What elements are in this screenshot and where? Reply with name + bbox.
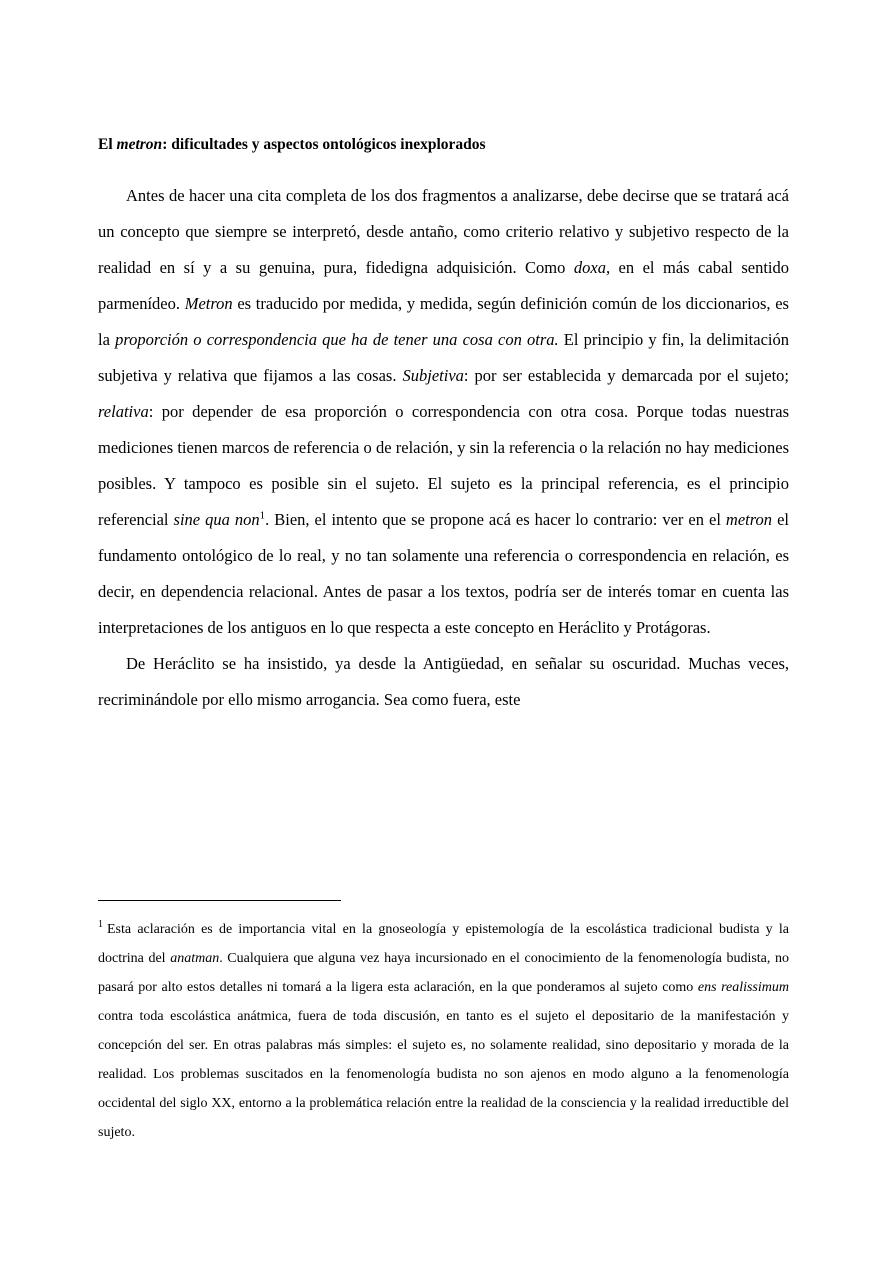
text-run: contra toda escolástica anátmica, fuera de toda discusión, en tanto es el sujeto el depositario de la manifestación y concepción del ser. En otras palabras más simples: el sujeto es, no solamente realidad, sino depositario y morada de la realidad. Los problemas suscitados en la fenomenología budista no son ajenos en modo alguno a la fenomenología occidental del siglo XX, entorno a la problemática relación entre la realidad de la consciencia y la realidad irreductible del sujeto. [98, 1009, 789, 1140]
body-paragraph-1 [98, 178, 789, 646]
footnote-separator-rule [98, 900, 341, 901]
italic-text: relativa [98, 402, 149, 422]
page-title-prefix: El [98, 136, 117, 153]
text-run: Esta aclaración es de importancia vital en la gnoseología y epistemología de la escolástica tradicional budista y la doctrina del [98, 922, 789, 966]
text-run: . Bien, el intento que se propone acá es hacer lo contrario: ver en el [265, 510, 726, 530]
italic-text: proporción o correspondencia que ha de tener una cosa con otra. [115, 330, 559, 350]
footnote-reference[interactable]: 1 [259, 509, 266, 522]
italic-text: anatman [170, 951, 220, 966]
text-run: en el más cabal sentido parmenídeo. [98, 258, 789, 314]
text-run: : por depender de esa proporción o correspondencia con otra cosa. Porque todas nuestras mediciones tienen marcos de referencia o de relación, y sin la referencia o la relación no hay mediciones posibles. Y tampoco es posible sin el sujeto. El sujeto es la principal referencia, es el principio referencial [98, 402, 789, 530]
italic-text: metron [725, 510, 773, 530]
text-run: De Heráclito se ha insistido, ya desde la Antigüedad, en señalar su oscuridad. Muchas veces, recriminándole por ello mismo arrogancia. Sea como fuera, este [98, 654, 789, 710]
text-run: . Cualquiera que alguna vez haya incursionado en el conocimiento de la fenomenología budista, no pasará por alto estos detalles ni tomará a la ligera esta aclaración, en la que ponderamos al sujeto como [98, 951, 789, 995]
text-run: Antes de hacer una cita completa de los dos fragmentos a analizarse, debe decirse que se tratará acá un concepto que siempre se interpretó, desde antaño, como criterio relativo y subjetivo respecto de la realidad en sí y a su genuina, pura, fidedigna adquisición. Como [98, 186, 789, 278]
italic-text: Metron [184, 294, 233, 314]
page-title-italic-term: metron [116, 136, 163, 153]
text-run: es traducido por medida, y medida, según definición común de los diccionarios, es la [98, 294, 789, 350]
footnote-area [98, 900, 789, 1147]
italic-text: sine qua non [173, 510, 260, 530]
text-run: el fundamento ontológico de lo real, y no tan solamente una referencia o correspondencia en relación, es decir, en dependencia relacional. Antes de pasar a los textos, podría ser de interés tomar en cuenta las interpretaciones de los antiguos en lo que respecta a este concepto en Heráclito y Protágoras. [98, 510, 789, 638]
italic-text: Subjetiva [402, 366, 464, 386]
text-run: : por ser establecida y demarcada por el sujeto; [463, 366, 789, 386]
footnote-marker: 1 [98, 919, 103, 931]
text-run: El principio y fin, la delimitación subjetiva y relativa que fijamos a las cosas. [98, 330, 789, 386]
footnote-text [98, 915, 789, 1147]
italic-text: doxa, [573, 258, 611, 278]
body-paragraph-2 [98, 646, 789, 718]
page-title-suffix: : dificultades y aspectos ontológicos inexplorados [162, 136, 486, 153]
page-title [98, 133, 789, 156]
italic-text: ens realissimum [697, 980, 789, 995]
